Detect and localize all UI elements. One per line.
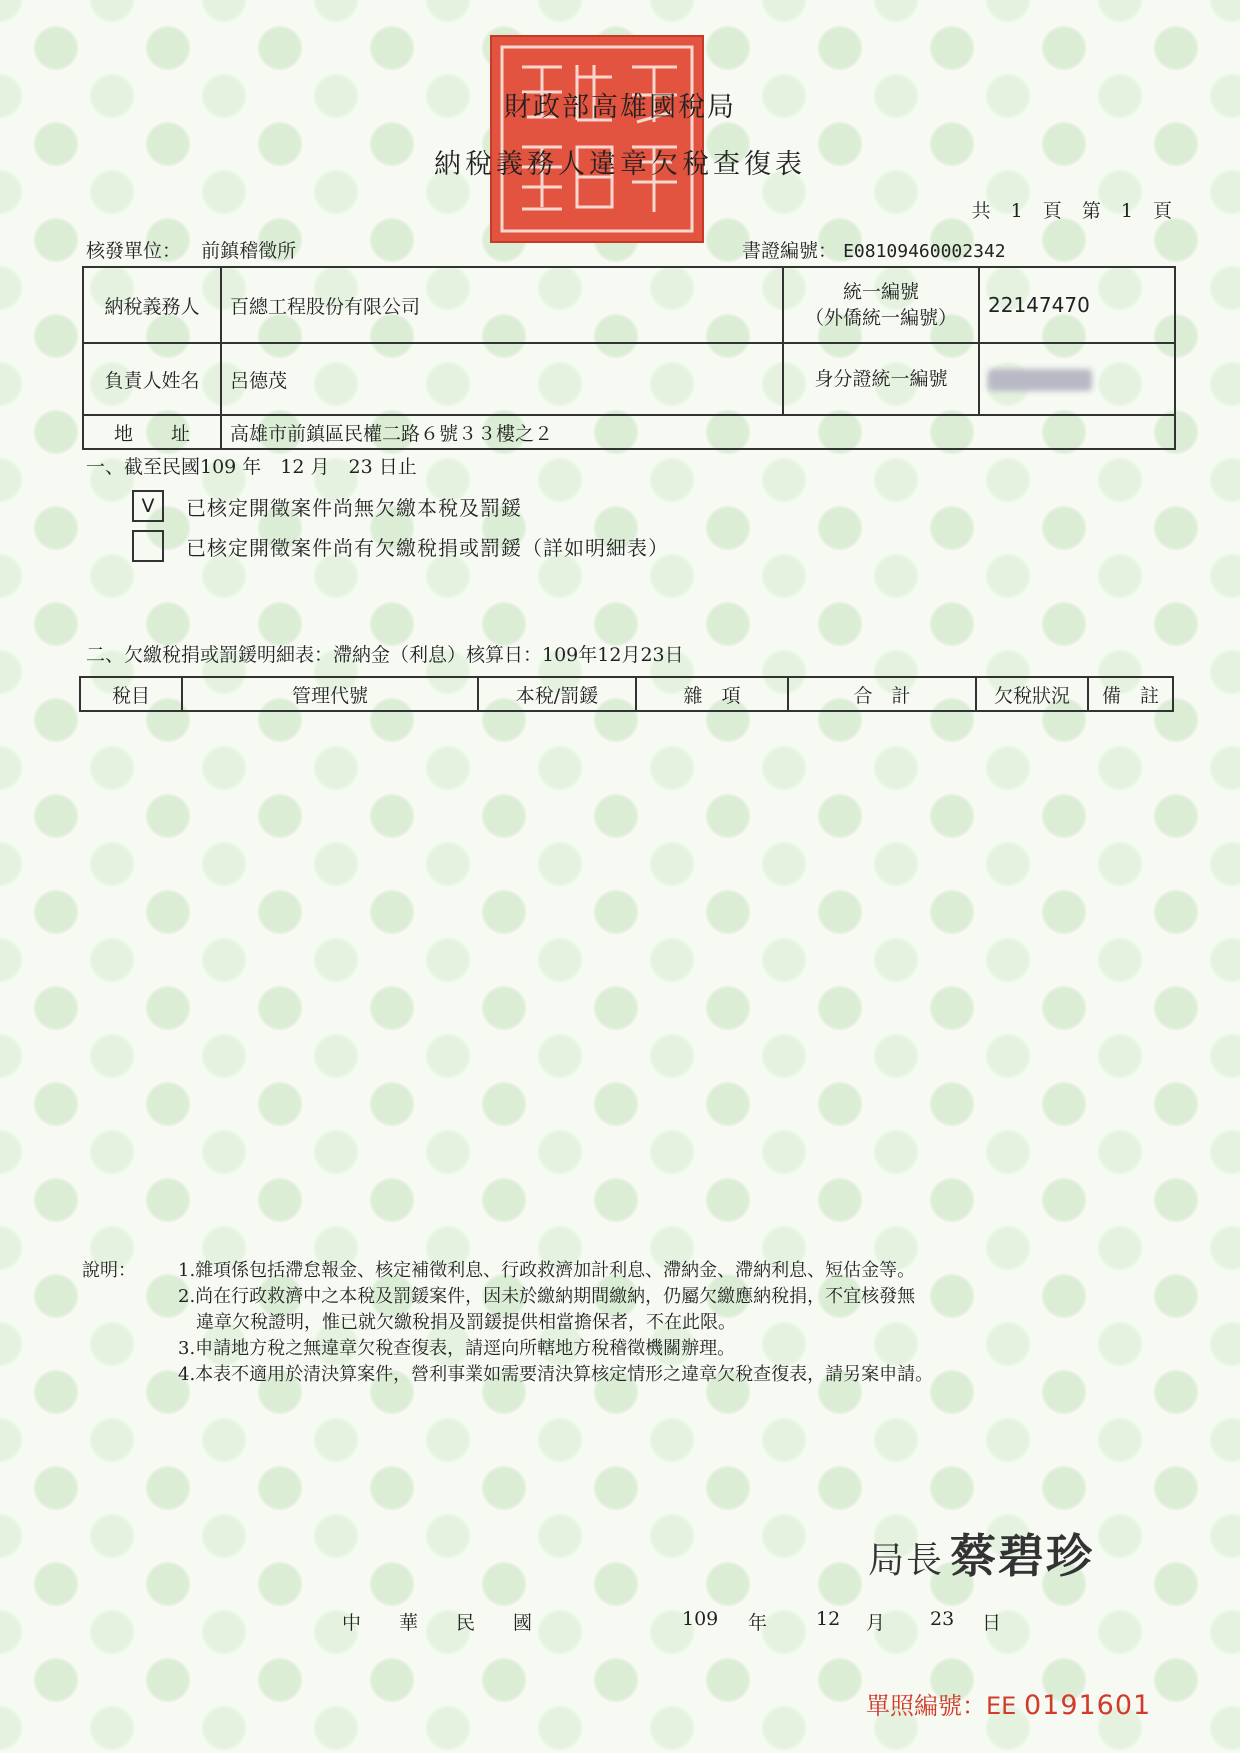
certificate-label: 書證編號： (742, 240, 838, 262)
serial-label: 單照編號： (866, 1692, 986, 1720)
page-info: 共 1 頁 第 1 頁 (971, 200, 1172, 222)
ubn-value: 22147470 (979, 267, 1175, 343)
signature-title: 局長 (868, 1540, 945, 1581)
id-value-redacted (979, 343, 1175, 415)
col-remarks: 備 註 (1088, 677, 1173, 711)
date-day: 23 (930, 1608, 955, 1630)
agency-title: 財政部高雄國稅局 (504, 92, 736, 123)
certificate-value: E08109460002342 (843, 241, 1006, 262)
date-year: 109 (682, 1608, 719, 1630)
date-era: 中 華 民 國 (342, 1612, 533, 1634)
no-arrears-label: 已核定開徵案件尚無欠繳本稅及罰鍰 (186, 496, 522, 520)
note-2-cont: 違章欠稅證明，惟已就欠繳稅捐及罰鍰提供相當擔保者，不在此限。 (196, 1312, 736, 1333)
official-seal (490, 35, 704, 243)
owner-label: 負責人姓名 (83, 343, 221, 415)
ubn-label (783, 267, 979, 343)
col-management-code: 管理代號 (182, 677, 478, 711)
issuer-label: 核發單位： (86, 240, 182, 262)
date-month-unit: 月 (866, 1612, 886, 1634)
serial-number (866, 1686, 1151, 1721)
ubn-label-line2: （外僑統一編號） (804, 307, 957, 329)
form-title: 納稅義務人違章欠稅查復表 (434, 149, 806, 180)
notes (82, 1258, 933, 1388)
taxpayer-label: 納稅義務人 (83, 267, 221, 343)
note-2: 2.尚在行政救濟中之本稅及罰鍰案件，因未於繳納期間繳納，仍屬欠繳應納稅捐，不宜核發無 (178, 1286, 916, 1307)
address-value: 高雄市前鎮區民權二路６號３３樓之２ (221, 415, 1175, 449)
section1-heading: 一、截至民國109 年 12 月 23 日止 (86, 456, 417, 478)
taxpayer-info-table (82, 266, 1176, 450)
redaction-blur (988, 369, 1092, 391)
section2-heading: 二、欠繳稅捐或罰鍰明細表：滯納金（利息）核算日：109年12月23日 (86, 644, 684, 666)
id-label: 身分證統一編號 (783, 343, 979, 415)
note-3: 3.申請地方稅之無違章欠稅查復表，請逕向所轄地方稅稽徵機關辦理。 (178, 1338, 736, 1359)
address-label: 地 址 (83, 415, 221, 449)
date-day-unit: 日 (982, 1612, 1002, 1634)
issuer (86, 236, 296, 263)
arrears-detail-table (79, 676, 1174, 712)
notes-lead: 說明： (82, 1260, 136, 1281)
certificate-number (742, 236, 1006, 263)
col-arrears-status: 欠稅狀況 (976, 677, 1088, 711)
has-arrears-label: 已核定開徵案件尚有欠繳稅捐或罰鍰（詳如明細表） (186, 536, 669, 560)
director-signature (868, 1520, 1094, 1586)
note-4: 4.本表不適用於清決算案件，營利事業如需要清決算核定情形之違章欠稅查復表，請另案申請。 (178, 1364, 934, 1385)
has-arrears-checkbox[interactable] (132, 530, 164, 562)
no-arrears-checkbox[interactable]: V (132, 490, 164, 522)
ubn-label-line1: 統一編號 (842, 281, 919, 303)
col-total: 合 計 (788, 677, 976, 711)
col-principal-penalty: 本稅/罰鍰 (478, 677, 636, 711)
taxpayer-value: 百總工程股份有限公司 (221, 267, 783, 343)
signature-name: 蔡碧珍 (950, 1529, 1095, 1583)
date-month: 12 (816, 1608, 841, 1630)
note-1: 1.雜項係包括滯怠報金、核定補徵利息、行政救濟加計利息、滯納金、滯納利息、短估金等。 (178, 1260, 916, 1281)
col-misc: 雜 項 (636, 677, 788, 711)
serial-prefix: EE (986, 1692, 1017, 1720)
col-tax-item: 稅目 (80, 677, 182, 711)
issuer-value: 前鎮稽徵所 (201, 240, 297, 262)
date-year-unit: 年 (748, 1612, 768, 1634)
serial-value: 0191601 (1023, 1690, 1152, 1721)
owner-value: 呂德茂 (221, 343, 783, 415)
